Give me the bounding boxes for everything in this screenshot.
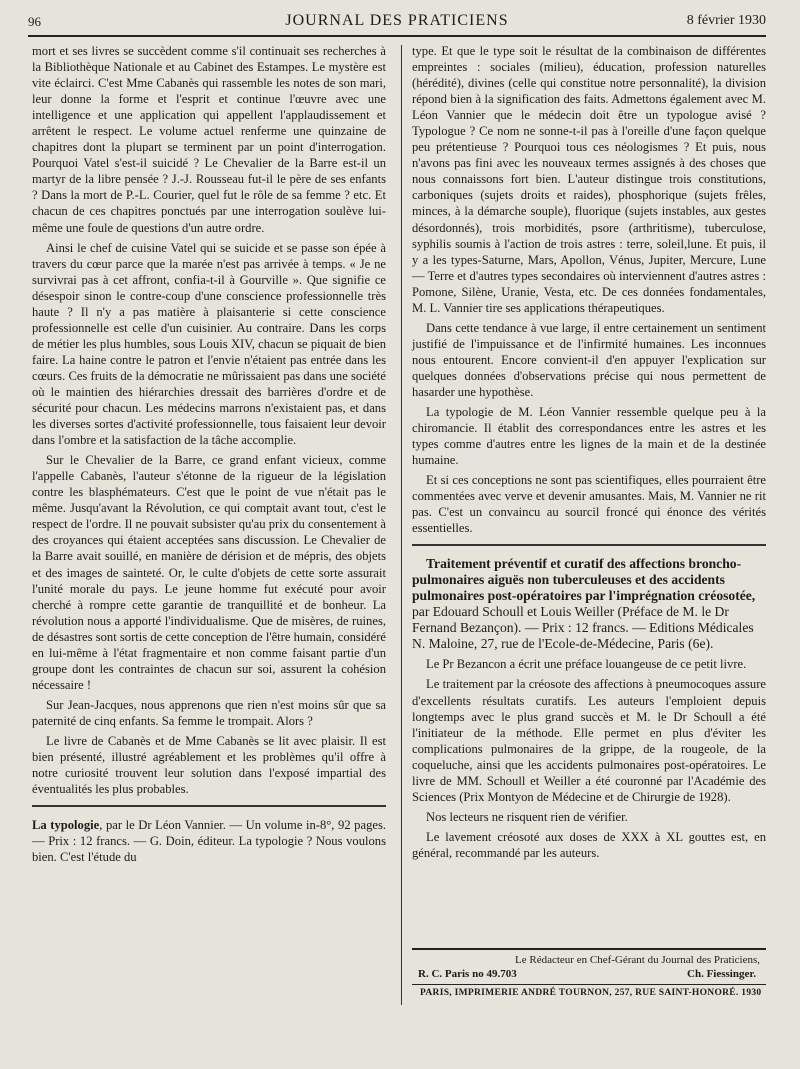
paragraph: Le livre de Cabanès et de Mme Cabanès se lit avec plaisir. Il est bien présenté, illustré agréablement et les problèmes qu'il offre à notre curiosité trouvent leur solution dans l'exposé impartial des éventualités les plus probables. <box>32 733 386 797</box>
article-heading <box>412 556 766 652</box>
column-divider <box>401 45 402 1005</box>
footer-rule <box>412 984 766 985</box>
paragraph: Sur le Chevalier de la Barre, ce grand enfant vicieux, comme l'appelle Cabanès, l'auteur s'étonne de la rigueur de la législation contre les blasphémateurs. C'est que le point de vue n'était pas le même. Jusqu'avant la Révolution, ce qui comptait avant tout, c'est le respect de l'ordre. Il ne pouvait subsister qu'au prix du consentement à des croyances qui étaient acceptées sans discussion. Le Chevalier de la Barre avait souillé, en manière de dérision et de mépris, des objets et des images de sainteté. Or, le culte d'objets de cette sorte assurait l'unité morale du pays. Le jeune homme fut exécuté pour avoir cherché à rompre cette garantie de tranquillité et de bonheur. La révolution nous a apporté l'individualisme. Que de misères, de ruines, de désastres sont sortis de cette conception de l'être humain, considéré en lui-même à l'état fragmentaire et non comme faisant partie d'un groupe dont les contraintes de chacun sur soi, assurent la cohésion nécessaire ! <box>32 453 386 692</box>
review-entry <box>32 817 386 865</box>
paragraph: Et si ces conceptions ne sont pas scientifiques, elles pourraient être commentées avec verve et devenir amusantes. Mais, M. Vannier ne rit pas. C'est un convaincu au sourcil froncé qui énonce des vérités essentielles. <box>412 473 766 536</box>
article-byline: par Edouard Schoull et Louis Weiller (Préface de M. le Dr Fernand Bezançon). — Prix : 12 francs. — Editions Médicales N. Maloine, 27, rue de l'Ecole-de-Médecine, Paris (6e). <box>412 604 754 652</box>
page-header <box>28 12 766 32</box>
paragraph: Le traitement par la créosote des affections à pneumocoques assure d'excellents résultats curatifs. Les auteurs l'emploient depuis longtemps avec le plus grand succès et M. le Dr Schoull a été l'initiateur de la méthode. Elle permet en plus d'éviter les complications pulmonaires de la grippe, de la rougeole, de la coqueluche, ainsi que les accidents pulmonaires post-opératoires. Le livre de MM. Schoull et Weiller a été couronné par l'Académie des Sciences (Prix Montyon de Médecine et de Chirurgie de 1928). <box>412 677 766 804</box>
review-details: , par le Dr Léon Vannier. — Un volume in-8°, 92 pages. — Prix : 12 francs. — G. Doin, éditeur. La typologie ? Nous voulons bien. C'est l'étude du <box>32 818 387 865</box>
paragraph: Sur Jean-Jacques, nous apprenons que rien n'est moins sûr que sa paternité de cinq enfants. Sa femme le trompait. Alors ? <box>32 697 386 728</box>
rc-paris: R. C. Paris no 49.703 <box>418 968 517 980</box>
editor-name: Ch. Fiessinger. <box>687 968 756 980</box>
paragraph: Dans cette tendance à vue large, il entre certainement un sentiment justifié de l'impuissance et de l'infirmité humaines. Les inconnues nous entourent. Encore convient-il d'en appuyer l'explication sur quelques données d'observations précise qui nous permettent de hasarder une hypothèse. <box>412 320 766 399</box>
left-column <box>32 43 386 869</box>
right-column <box>412 43 766 865</box>
section-rule <box>412 544 766 546</box>
paragraph: La typologie de M. Léon Vannier ressemble quelque peu à la chiromancie. Il établit des correspondances entre les astres et les types comme d'autres entre les lignes de la main et de la destinée humaine. <box>412 405 766 468</box>
journal-title: JOURNAL DES PRATICIENS <box>285 12 509 29</box>
editor-credits <box>412 967 766 981</box>
page-number: 96 <box>28 14 41 29</box>
section-rule <box>32 805 386 807</box>
editor-line: Le Rédacteur en Chef-Gérant du Journal des Praticiens, <box>515 954 760 966</box>
editor-footer <box>412 953 766 981</box>
printer-line: PARIS, IMPRIMERIE ANDRÉ TOURNON, 257, RUE SAINT-HONORÉ. 1930 <box>420 988 762 998</box>
paragraph: mort et ses livres se succèdent comme s'il continuait ses recherches à la Bibliothèque Nationale et au Cabinet des Estampes. Le mystère est vite éclairci. C'est Mme Cabanès qui rassemble les notes de son mari, leur donne la forme et l'esprit et continue l'œuvre avec une intelligence et une application qui appellent l'applaudissement et arrêtent le respect. Le volume actuel renferme une quinzaine de chapitres dont la plupart se terminent par un point d'interrogation. Pourquoi Vatel s'est-il suicidé ? Le Chevalier de la Barre est-il un martyr de la libre pensée ? J.-J. Rousseau fut-il le père de ses enfants ? Dans la mort de P.-L. Courier, quel fut le rôle de sa femme ? etc. Et chacun de ces chapitres ponctués par une interrogation soulève lui-même une foule de questions d'un autre ordre. <box>32 44 386 235</box>
paragraph: Nos lecteurs ne risquent rien de vérifier. <box>426 809 628 824</box>
footer-rule <box>412 948 766 950</box>
review-title: La typologie <box>32 818 100 833</box>
paragraph: Le lavement créosoté aux doses de XXX à XL gouttes est, en général, recommandé par les auteurs. <box>412 829 766 860</box>
paragraph: Ainsi le chef de cuisine Vatel qui se suicide et se passe son épée à travers du cœur parce que la marée n'est pas arrivée à temps. « Je ne survivrai pas à cet affront, confia-t-il à Gourville ». Que signifie ce désespoir sinon le contre-coup d'une conscience professionnelle très haute ? Il n'y a pas matière à plaisanterie si cette conscience professionnelle est celle d'un cuisinier. Au contraire. Dans les corps de métier les plus humbles, sous Louis XIV, chacun se piquait de bien faire. La haine contre le patron et l'envie n'étaient pas entrée dans les cœurs. Ces fruits de la démocratie ne mûrissaient pas dans une société où le maintien des hiérarchies dressait des barrières d'ordre et de sécurité pour chacun. Les médecins marrons n'existaient pas, et dans les diverses sortes d'activité professionnelle, tous faisaient leur devoir dans l'ombre et la satisfaction de la tâche accomplie. <box>32 240 386 448</box>
article-title: Traitement préventif et curatif des affections broncho-pulmonaires aiguës non tuberculeuses et des accidents pulmonaires post-opératoires par l'imprégnation créosotée, <box>412 556 756 604</box>
header-rule <box>28 35 766 37</box>
issue-date: 8 février 1930 <box>686 13 766 28</box>
paragraph: type. Et que le type soit le résultat de la combinaison de différentes empreintes : sociales (milieu), éducation, profession naturelles (hérédité), divines (celle qui constitue notre personnalité), la division répond bien à la signification des faits. Admettons également avec M. Léon Vannier que le médecin doit être un typologue avisé ? Typologue ? Ce nom ne sonne-t-il pas à l'oreille d'une façon quelque peu prétentieuse ? Pourquoi tous ces néologismes ? Et puis, nous n'avons pas fini avec les nouveaux termes assignés à des choses que nous connaissons fort bien. L'auteur distingue trois constitutions, carboniques (sujets droits et raides), phosphorique (sujets frêles, minces, à la démarche souple), fluorique (sujets instables, aux gestes désordonnés), trois morbidités, psore (arthritisme), tuberculose, syphilis soumis à l'action de trois astres : terre, soleil,lune. Et puis, il y a les types-Saturne, Mars, Apollon, Vénus, Jupiter, Mercure, Lune — Terre et d'autres types secondaires où interviennent d'autres astres : Pomone, Silène, Uranie, Vesta, etc. De ces données fondamentales, M. L. Vannier tire ses applications thérapeutiques. <box>412 44 766 315</box>
paragraph: Le Pr Bezancon a écrit une préface louangeuse de ce petit livre. <box>426 657 747 672</box>
